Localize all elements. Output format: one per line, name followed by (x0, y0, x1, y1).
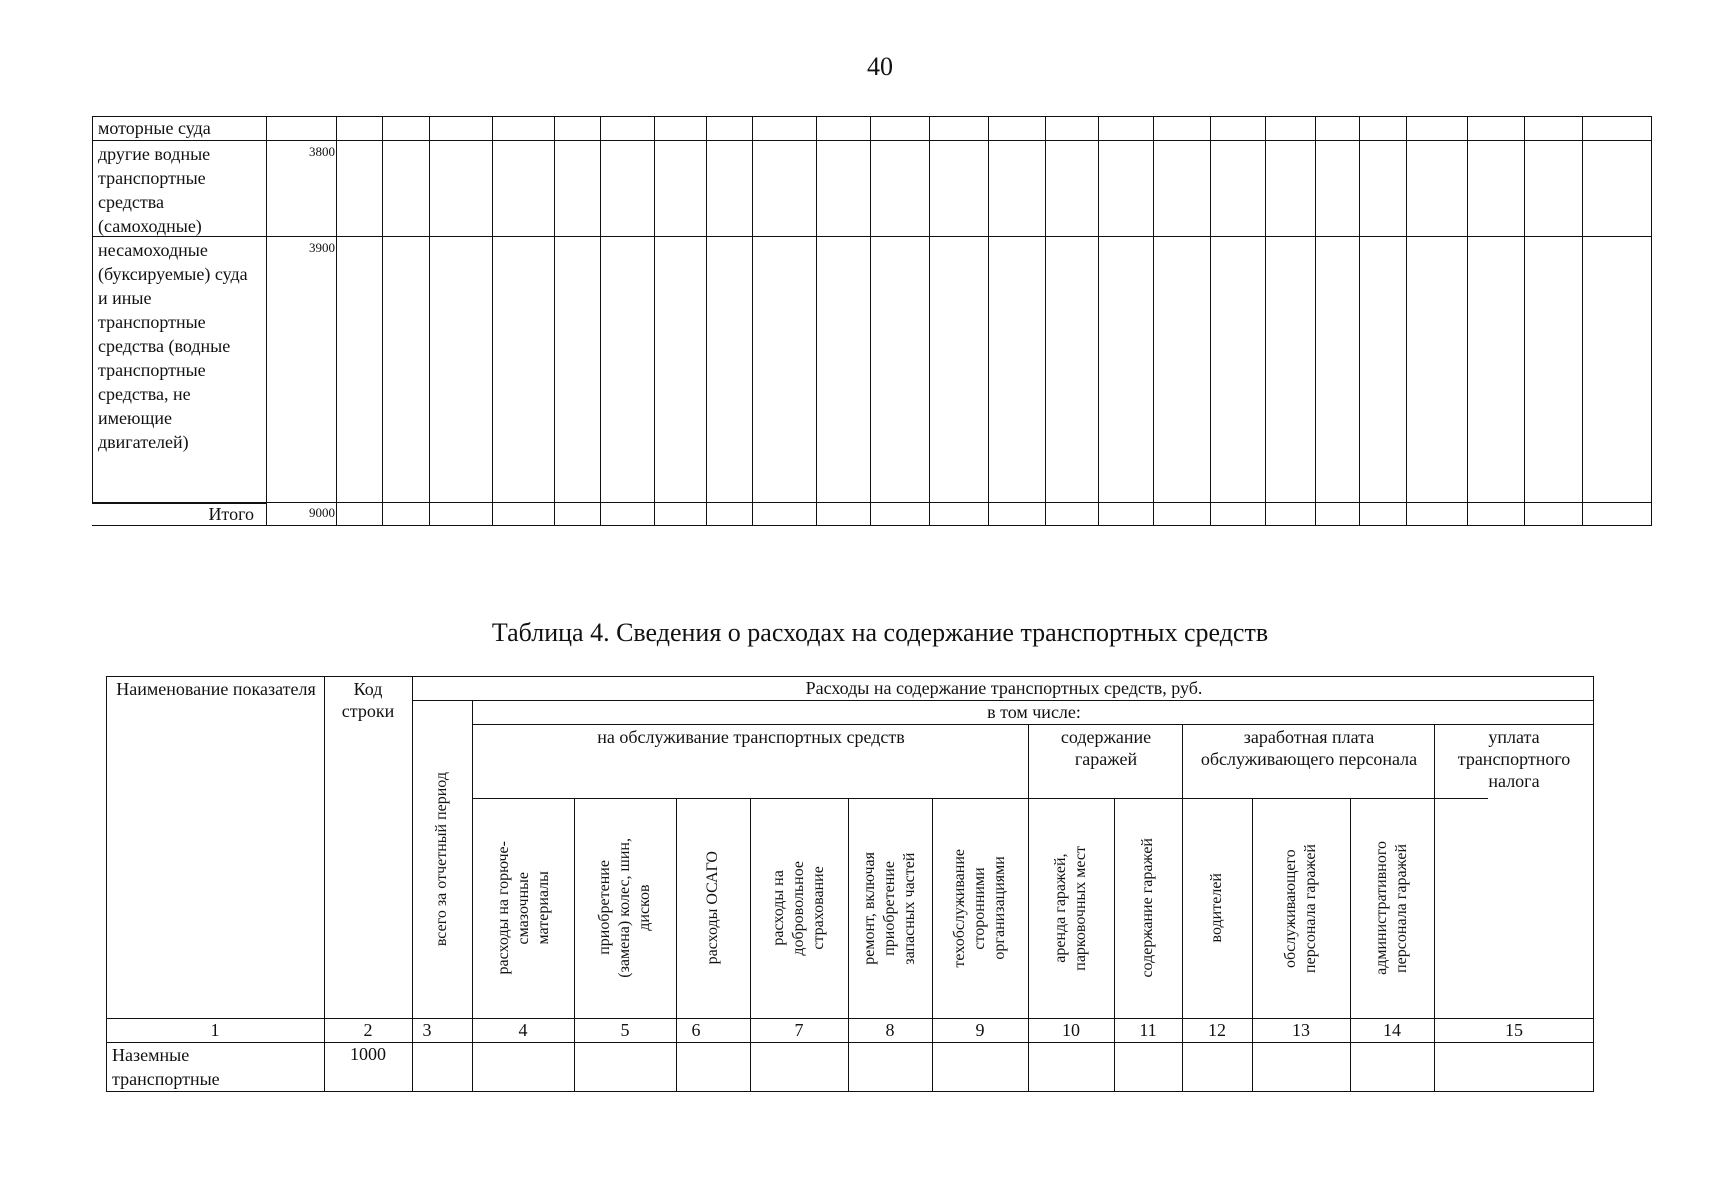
header-garage-rent: аренда гаражей, парковочных мест (1052, 845, 1089, 971)
col-divider (848, 798, 849, 1092)
col-divider (932, 798, 933, 1092)
col-divider (1252, 798, 1253, 1092)
header-service-group: на обслуживание транспортных средств (597, 727, 905, 747)
vehicles-table-continuation (92, 116, 1650, 526)
col-divider (336, 116, 337, 526)
row-label: другие водные транспортные средства (самоходные) (98, 144, 211, 236)
col-divider (1467, 116, 1468, 526)
col-divider (1210, 116, 1211, 526)
col-divider (574, 798, 575, 1092)
header-total-period: всего за отчетный период (433, 771, 450, 947)
header-code: Код строки (341, 679, 395, 721)
col-number: 12 (1208, 1020, 1226, 1040)
col-divider (1265, 116, 1266, 526)
col-divider (492, 116, 493, 526)
col-divider (1153, 116, 1154, 526)
header-tax: уплата транспортного налога (1457, 727, 1571, 791)
total-label: Итого (208, 504, 254, 524)
col-divider (429, 116, 430, 526)
header-garage-staff: обслуживающего персонала гаражей (1282, 843, 1319, 973)
header-drivers: водителей (1208, 873, 1225, 943)
row-label: моторные суда (98, 118, 211, 138)
header-salary-group: заработная плата обслуживающего персонала (1200, 727, 1418, 769)
header-admin-staff: административного персонала гаражей (1373, 841, 1410, 975)
col-divider (654, 116, 655, 526)
col-divider (266, 116, 267, 526)
col-divider (1045, 116, 1046, 526)
header-maintenance: техобслуживание сторонними организациями (951, 848, 1008, 968)
header-insurance: расходы на добровольное страхование (770, 860, 827, 956)
col-number: 5 (620, 1020, 630, 1040)
col-number: 13 (1292, 1020, 1310, 1040)
row-divider (92, 502, 1652, 503)
row-label: Наземные транспортные (112, 1045, 220, 1089)
col-divider (706, 116, 707, 526)
col-number: 2 (363, 1020, 373, 1040)
col-divider (1098, 116, 1099, 526)
col-divider (676, 798, 677, 1092)
col-divider (1524, 116, 1525, 526)
row-code: 3900 (309, 240, 335, 255)
col-divider (816, 116, 817, 526)
col-divider (1582, 116, 1583, 526)
col-number: 1 (210, 1020, 220, 1040)
col-divider (1350, 798, 1351, 1092)
header-garage-group: содержание гаражей (1060, 727, 1152, 769)
col-number: 10 (1062, 1020, 1080, 1040)
col-number: 11 (1139, 1020, 1157, 1040)
col-number: 7 (794, 1020, 804, 1040)
col-divider (1406, 116, 1407, 526)
col-divider (752, 116, 753, 526)
col-number: 6 (691, 1020, 701, 1040)
col-number: 4 (518, 1020, 528, 1040)
row-divider (472, 724, 1594, 725)
table1-frame (92, 116, 1652, 526)
col-divider (1315, 116, 1316, 526)
header-osago: расходы ОСАГО (704, 851, 721, 965)
row-code: 1000 (350, 1044, 386, 1064)
col-number: 15 (1505, 1020, 1523, 1040)
header-including: в том числе: (987, 702, 1081, 722)
header-expenses: Расходы на содержание транспортных средств, руб. (805, 678, 1203, 698)
row-divider (92, 140, 1652, 141)
header-fuel: расходы на горюче- смазочные материалы (495, 841, 552, 975)
header-tires: приобретение (замена) колес, шин, дисков (596, 838, 653, 978)
row-divider (92, 236, 1652, 237)
col-divider (1114, 798, 1115, 1092)
col-divider (988, 116, 989, 526)
col-divider (929, 116, 930, 526)
col-number: 14 (1383, 1020, 1401, 1040)
col-number: 9 (975, 1020, 985, 1040)
col-divider (382, 116, 383, 526)
col-divider (870, 116, 871, 526)
col-number: 3 (422, 1020, 432, 1040)
row-divider (472, 798, 1488, 799)
col-divider (750, 798, 751, 1092)
col-divider (1359, 116, 1360, 526)
col-number: 8 (885, 1020, 895, 1040)
col-divider (600, 116, 601, 526)
header-repair: ремонт, включая приобретение запасных частей (861, 851, 918, 965)
header-name: Наименование показателя (116, 679, 316, 699)
row-code: 3800 (309, 144, 335, 159)
table4-title: Таблица 4. Сведения о расходах на содержание транспортных средств (491, 618, 1269, 647)
row-label: несамоходные (буксируемые) суда и иные транспортные средства (водные транспортные средства, не имеющие двигателей) (98, 240, 248, 452)
col-divider (554, 116, 555, 526)
page-number: 40 (867, 52, 893, 81)
expenses-table (106, 676, 1594, 1092)
total-code: 9000 (309, 505, 335, 520)
header-garage-upkeep: содержание гаражей (1139, 838, 1156, 978)
